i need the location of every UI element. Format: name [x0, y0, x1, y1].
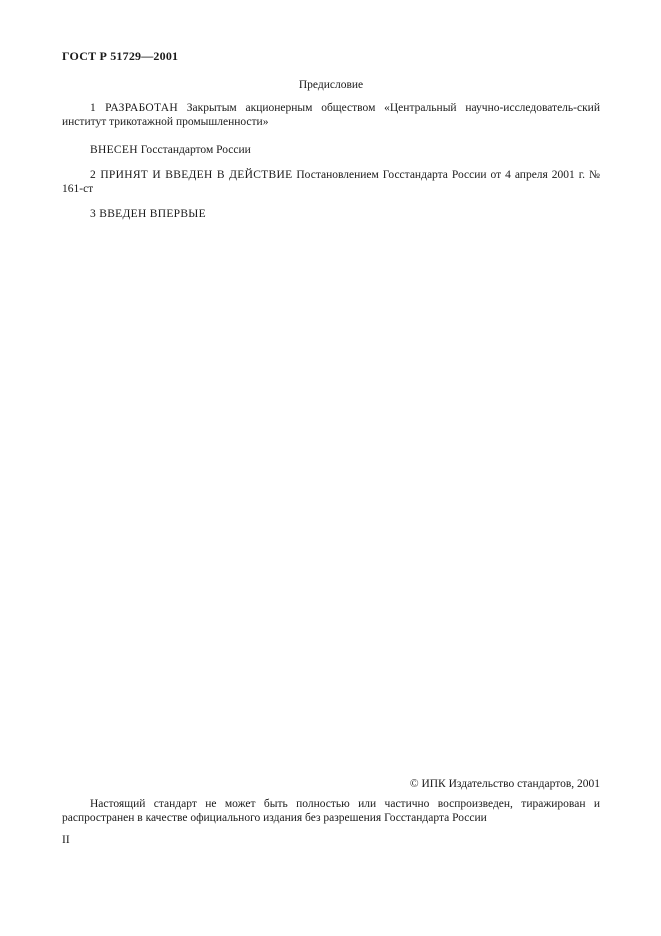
preface-item-lead: 3 ВВЕДЕН ВПЕРВЫЕ — [90, 208, 206, 220]
preface-item-lead: 2 ПРИНЯТ И ВВЕДЕН В ДЕЙСТВИЕ — [90, 169, 293, 181]
preface-title: Предисловие — [298, 79, 364, 91]
preface-item-text: Госстандартом России — [137, 144, 251, 156]
preface-item-developed — [62, 101, 600, 129]
copyright-line: © ИПК Издательство стандартов, 2001 — [409, 778, 600, 790]
preface-item-text: Закрытым акционерным обществом «Центральный научно-исследователь-ский институт трикотажной промышленности» — [62, 102, 600, 128]
page-number: II — [62, 834, 70, 846]
preface-item-introduced — [62, 143, 600, 157]
preface-item-text: Постановлением Госстандарта России от 4 апреля 2001 г. № 161-ст — [62, 169, 601, 195]
standard-code: ГОСТ Р 51729—2001 — [62, 49, 179, 63]
reproduction-notice — [62, 797, 600, 825]
preface-item-first-introduced — [62, 207, 600, 221]
preface-item-lead: 1 РАЗРАБОТАН — [90, 102, 178, 114]
document-page — [62, 0, 600, 936]
notice-text: Настоящий стандарт не может быть полностью или частично воспроизведен, тиражирован и распространен в качестве официального издания без разрешения Госстандарта России — [62, 798, 600, 824]
preface-item-adopted — [62, 168, 600, 196]
preface-item-lead: ВНЕСЕН — [90, 144, 138, 156]
